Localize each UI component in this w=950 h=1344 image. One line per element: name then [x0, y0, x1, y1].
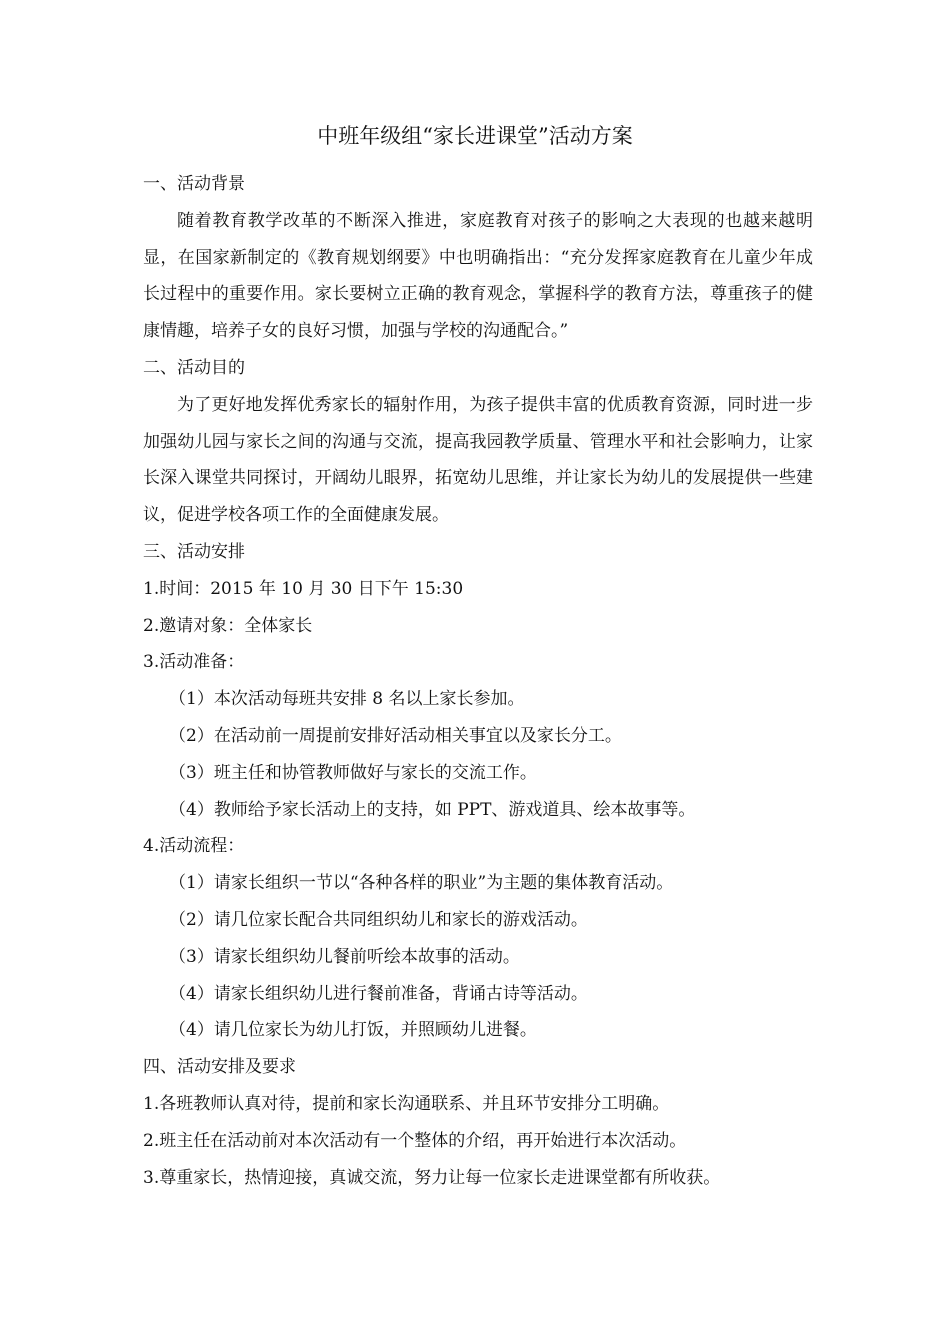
flow-item: （4）请几位家长为幼儿打饭，并照顾幼儿进餐。: [169, 1020, 537, 1041]
section-heading-purpose: 二、活动目的: [143, 357, 245, 378]
document-body: [143, 166, 813, 1196]
paragraph-purpose: 为了更好地发挥优秀家长的辐射作用，为孩子提供丰富的优质教育资源，同时进一步加强幼儿园与家长之间的沟通与交流，提高我园教学质量、管理水平和社会影响力，让家长深入课堂共同探讨，开阔幼儿眼界，拓宽幼儿思维，并让家长为幼儿的发展提供一些建议，促进学校各项工作的全面健康发展。: [143, 394, 813, 526]
requirement-item: 2.班主任在活动前对本次活动有一个整体的介绍，再开始进行本次活动。: [143, 1130, 687, 1151]
section-heading-background: 一、活动背景: [143, 174, 245, 194]
preparation-heading: 3.活动准备：: [143, 652, 245, 673]
preparation-item: （1）本次活动每班共安排 8 名以上家长参加。: [169, 689, 525, 710]
section-heading-arrangement: 三、活动安排: [143, 541, 245, 562]
flow-item: （2）请几位家长配合共同组织幼儿和家长的游戏活动。: [169, 909, 588, 930]
arrangement-invitees: 2.邀请对象：全体家长: [143, 615, 313, 636]
arrangement-time: 1.时间：2015 年 10 月 30 日下午 15:30: [143, 578, 464, 599]
requirement-item: 1.各班教师认真对待，提前和家长沟通联系、并且环节安排分工明确。: [143, 1093, 670, 1114]
flow-item: （4）请家长组织幼儿进行餐前准备，背诵古诗等活动。: [169, 983, 588, 1004]
flow-item: （3）请家长组织幼儿餐前听绘本故事的活动。: [169, 946, 520, 967]
flow-heading: 4.活动流程：: [143, 836, 245, 857]
section-heading-requirements: 四、活动安排及要求: [143, 1057, 296, 1078]
document-title: 中班年级组“家长进课堂”活动方案: [317, 124, 633, 148]
preparation-item: （2）在活动前一周提前安排好活动相关事宜以及家长分工。: [169, 725, 622, 746]
requirement-item: 3.尊重家长，热情迎接，真诚交流，努力让每一位家长走进课堂都有所收获。: [143, 1167, 721, 1188]
preparation-item: （4）教师给予家长活动上的支持，如 PPT、游戏道具、绘本故事等。: [169, 799, 696, 820]
flow-item: （1）请家长组织一节以“各种各样的职业”为主题的集体教育活动。: [169, 873, 674, 894]
preparation-item: （3）班主任和协管教师做好与家长的交流工作。: [169, 762, 537, 783]
paragraph-background: 随着教育教学改革的不断深入推进，家庭教育对孩子的影响之大表现的也越来越明显，在国家新制定的《教育规划纲要》中也明确指出：“充分发挥家庭教育在儿童少年成长过程中的重要作用。家长要树立正确的教育观念，掌握科学的教育方法，尊重孩子的健康情趣，培养子女的良好习惯，加强与学校的沟通配合。”: [143, 210, 813, 342]
